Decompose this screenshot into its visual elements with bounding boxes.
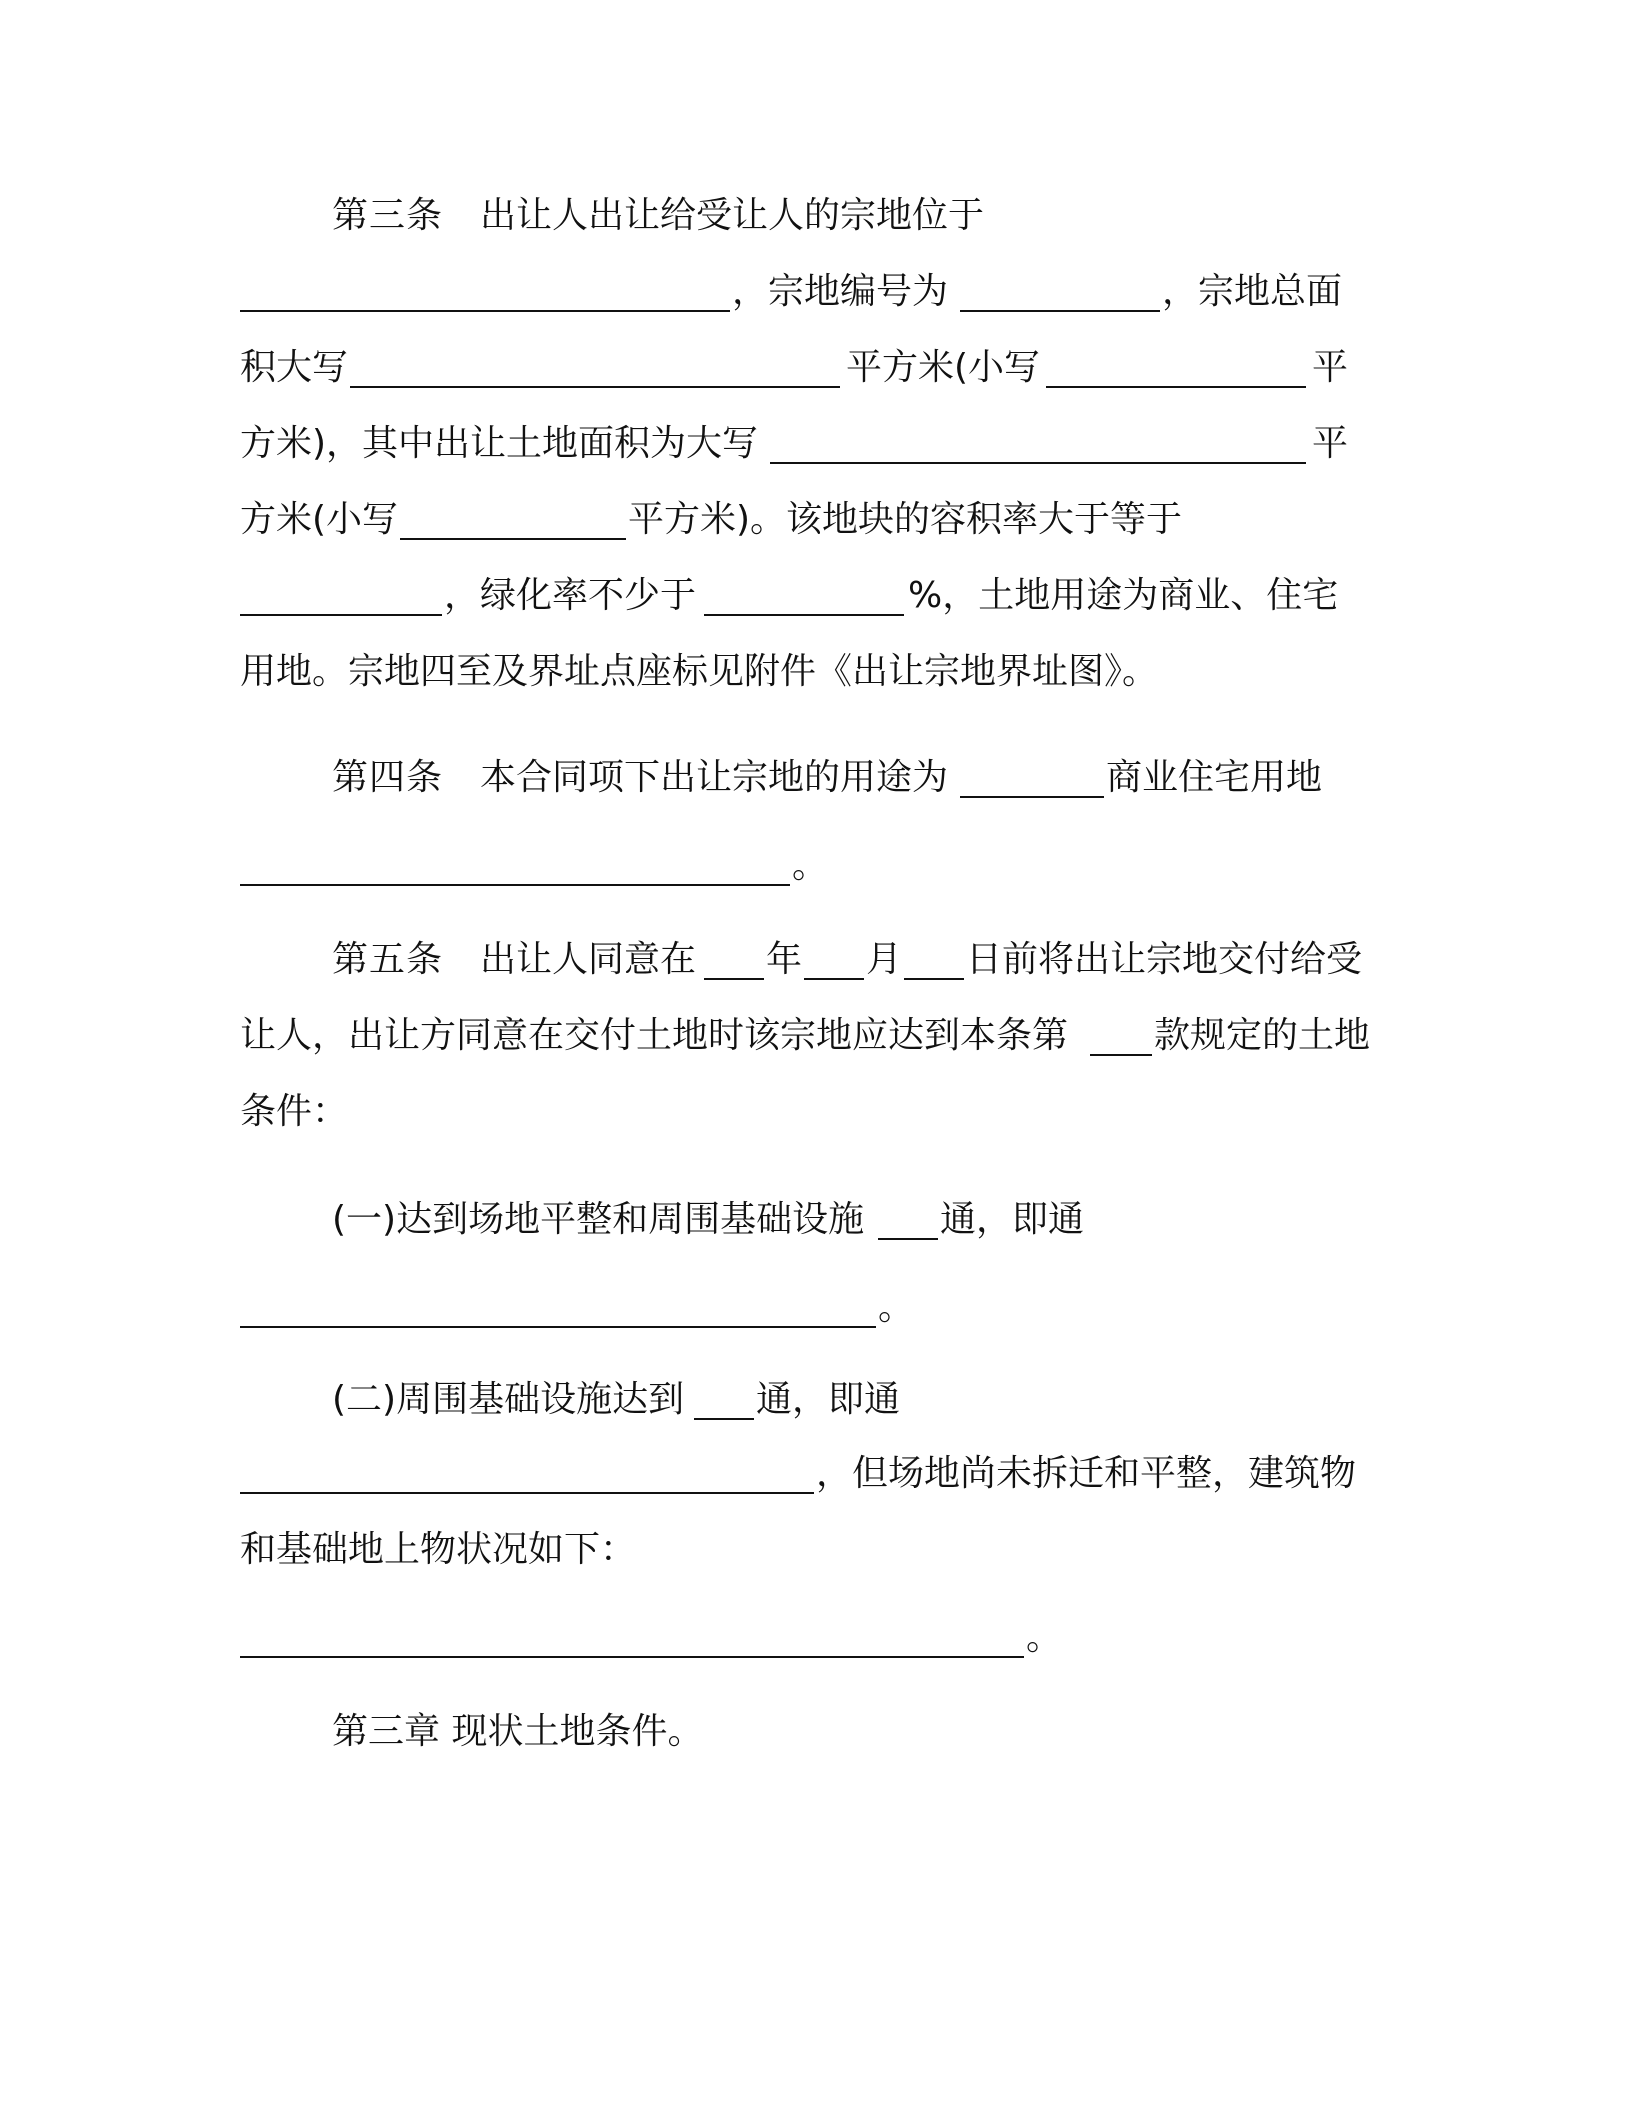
item-2-demolition-text: ，但场地尚未拆迁和平整，建筑物 — [816, 1453, 1357, 1494]
grant-area-lowercase-blank — [400, 538, 626, 540]
article-4-period: 。 — [792, 845, 829, 886]
article-4-line-1 — [0, 748, 1632, 808]
conditions-label: 条件： — [240, 1091, 349, 1132]
land-use-text: %，土地用途为商业、住宅 — [908, 575, 1339, 616]
item-1-text: (一)达到场地平整和周围基础设施 — [332, 1199, 865, 1240]
boundary-text: 用地。宗地四至及界址点座标见附件《出让宗地界址图》。 — [240, 651, 1159, 692]
parcel-number-label: ，宗地编号为 — [732, 271, 949, 312]
article-3-line-6 — [0, 566, 1632, 626]
item-2-status-blank — [240, 1656, 1024, 1658]
plot-ratio-blank — [240, 614, 442, 616]
delivery-condition-text: 让人，出让方同意在交付土地时该宗地应达到本条第 — [240, 1015, 1069, 1056]
total-area-label: ，宗地总面 — [1162, 271, 1343, 312]
usage-blank — [960, 796, 1104, 798]
grant-area-lowercase-label: 方米(小写 — [240, 499, 399, 540]
article-5-title: 第五条 — [332, 939, 444, 980]
total-area-unit-start: 平 — [1312, 347, 1349, 388]
item-2-period: 。 — [1026, 1617, 1063, 1658]
article-3-line-4 — [0, 414, 1632, 474]
item-2-line-3 — [0, 1520, 1632, 1580]
month-label: 月 — [866, 939, 903, 980]
article-4-text-1: 本合同项下出让宗地的用途为 — [480, 757, 949, 798]
item-1-count-blank — [878, 1238, 938, 1240]
delivery-date-label: 出让人同意在 — [480, 939, 697, 980]
clause-number-blank — [1090, 1054, 1152, 1056]
delivery-month-blank — [804, 978, 864, 980]
chapter-3-line — [0, 1702, 1632, 1762]
year-label: 年 — [766, 939, 803, 980]
grant-area-unit-start: 平 — [1312, 423, 1349, 464]
article-4-title: 第四条 — [332, 757, 444, 798]
item-2-status-label: 和基础地上物状况如下： — [240, 1529, 637, 1570]
item-2-line-4 — [0, 1608, 1632, 1668]
article-3-line-2 — [0, 262, 1632, 322]
article-3-text-1: 出让人出让给受让人的宗地位于 — [480, 195, 985, 236]
article-5-line-1 — [0, 930, 1632, 990]
item-1-period: 。 — [878, 1287, 915, 1328]
item-1-detail-blank — [240, 1326, 876, 1328]
article-3-line-1 — [0, 186, 1632, 246]
plot-ratio-label: 平方米)。该地块的容积率大于等于 — [628, 499, 1183, 540]
item-2-line-1 — [0, 1370, 1632, 1430]
grant-area-label: 方米)，其中出让土地面积为大写 — [240, 423, 759, 464]
delivery-year-blank — [704, 978, 764, 980]
green-ratio-blank — [704, 614, 904, 616]
item-1-line-2 — [0, 1278, 1632, 1338]
item-2-detail-blank — [240, 1492, 814, 1494]
article-3-line-3 — [0, 338, 1632, 398]
total-area-lowercase-blank — [1046, 386, 1306, 388]
article-4-line-2 — [0, 836, 1632, 896]
item-1-line-1 — [0, 1190, 1632, 1250]
article-5-line-3 — [0, 1082, 1632, 1142]
parcel-location-blank — [240, 310, 730, 312]
chapter-3-title: 第三章 现状土地条件。 — [332, 1711, 704, 1752]
article-3-line-5 — [0, 490, 1632, 550]
green-ratio-label: ，绿化率不少于 — [444, 575, 697, 616]
usage-value: 商业住宅用地 — [1106, 757, 1323, 798]
article-5-line-2 — [0, 1006, 1632, 1066]
grant-area-uppercase-blank — [770, 462, 1306, 464]
delivery-text: 日前将出让宗地交付给受 — [966, 939, 1363, 980]
clause-condition-text: 款规定的土地 — [1154, 1015, 1371, 1056]
article-3-line-7 — [0, 642, 1632, 702]
usage-detail-blank — [240, 884, 790, 886]
item-2-line-2 — [0, 1444, 1632, 1504]
delivery-day-blank — [904, 978, 964, 980]
total-area-uppercase-blank — [350, 386, 840, 388]
item-2-text: (二)周围基础设施达到 — [332, 1379, 685, 1420]
total-area-uppercase-label: 积大写 — [240, 347, 349, 388]
article-3-title: 第三条 — [332, 195, 444, 236]
parcel-number-blank — [960, 310, 1160, 312]
item-2-text-2: 通，即通 — [756, 1379, 901, 1420]
item-2-count-blank — [694, 1418, 754, 1420]
item-1-text-2: 通，即通 — [940, 1199, 1085, 1240]
total-area-lowercase-label: 平方米(小写 — [846, 347, 1041, 388]
